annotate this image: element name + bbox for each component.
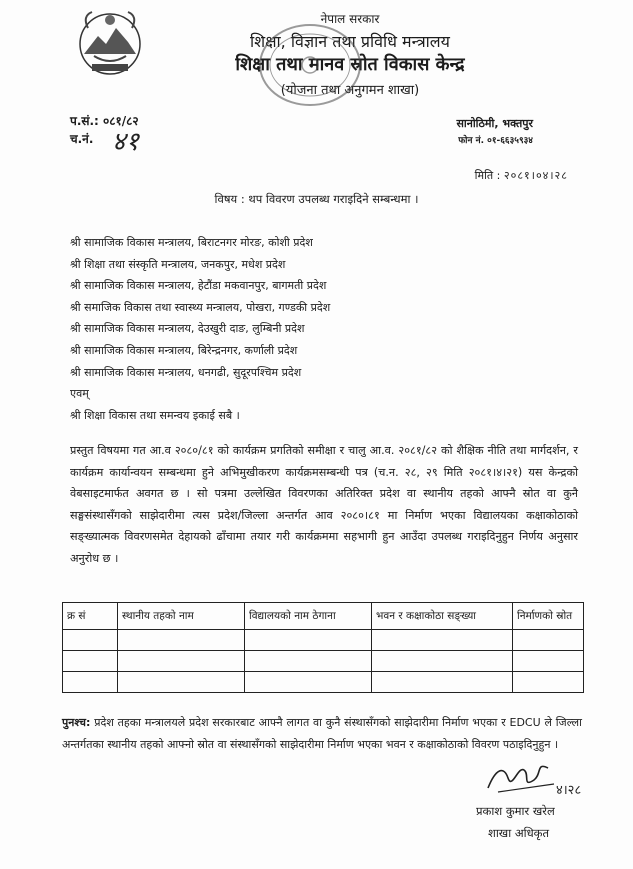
letter-subject: विषय : थप विवरण उपलब्ध गराइदिने सम्बन्धमा ।	[214, 192, 419, 206]
table-cell	[372, 672, 513, 693]
recipient-item: श्री सामाजिक विकास मन्त्रालय, देउखुरी दाङ, लुम्बिनी प्रदेश	[70, 322, 305, 336]
recipient-item: श्री सामाजिक विकास मन्त्रालय, बिरेन्द्रनगर, कर्णाली प्रदेश	[70, 343, 298, 357]
postscript-label: पुनश्च:	[62, 716, 91, 729]
reference-chn	[70, 130, 93, 147]
table-cell	[118, 651, 245, 672]
table-cell	[513, 651, 584, 672]
nepal-emblem-icon	[70, 6, 150, 78]
letterhead-government: नेपाल सरकार	[320, 12, 380, 26]
postscript-text: प्रदेश तहका मन्त्रालयले प्रदेश सरकारबाट आफ्नै लागत वा कुनै संस्थासँगको साझेदारीमा निर्माण भएका र EDCU ले जिल्ला अन्तर्गतका स्थानीय तहको आफ्नो स्रोत वा संस्थासँगको साझेदारीमा निर्माण भएका भवन र कक्षाकोठाको विवरण पठाइदिनुहुन ।	[62, 716, 582, 751]
letter-body: प्रस्तुत विषयमा गत आ.व २०८०/८१ को कार्यक्रम प्रगतिको समीक्षा र चालु आ.व. २०८१/८२ को शैक्षिक नीति तथा मार्गदर्शन, र कार्यक्रम कार्यान्वयन सम्बन्धमा हुने अभिमुखीकरण कार्यक्रमसम्बन्धी पत्र (च.न. २८, २९ मिति २०८१।४।२१) यस केन्द्रको वेबसाइटमार्फत अवगत छ । सो पत्रमा उल्लेखित विवरणका अतिरिक्त प्रदेश वा स्थानीय तहको आफ्नै स्रोत वा कुनै सङ्घसंस्थासँगको साझेदारीमा त्यस प्रदेश/जिल्ला अन्तर्गत आव २०८०।८१ मा निर्माण भएका विद्यालयका कक्षाकोठाको सङ्ख्यात्मक विवरणसमेत देहायको ढाँचामा तयार गरी कार्यक्रममा सहभागी हुन आउँदा उपलब्ध गराइदिनुहुन निर्णय अनुसार अनुरोध छ ।	[70, 444, 578, 565]
table-cell	[372, 630, 513, 651]
recipient-conjunction: एवम्	[70, 387, 89, 401]
table-header-cell: स्थानीय तहको नाम	[118, 603, 245, 630]
office-phone: फोन नं. ०१-६६३५९३४	[458, 136, 533, 146]
table-cell	[513, 672, 584, 693]
chn-value-handwritten: ४१	[112, 127, 140, 157]
table-cell	[513, 630, 584, 651]
letter-date	[475, 168, 568, 183]
table-header-cell: भवन र कक्षाकोठा सङ्ख्या	[372, 603, 513, 630]
signature-date: ४।२८	[556, 783, 582, 798]
table-row	[63, 630, 584, 651]
signature-icon	[478, 748, 588, 804]
table-cell	[372, 651, 513, 672]
office-address: सानोठिमी, भक्तपुर	[456, 117, 533, 130]
date-value: २०८१।०४।२८	[503, 169, 568, 182]
ps-label: प.सं.:	[70, 114, 99, 128]
table-header-cell: क्र सं	[63, 603, 118, 630]
recipient-list	[70, 232, 330, 426]
letterhead-ministry: शिक्षा, विज्ञान तथा प्रविधि मन्त्रालय	[250, 32, 450, 51]
table-cell	[63, 630, 118, 651]
chn-label: च.नं.	[70, 132, 94, 146]
recipient-item: श्री सामाजिक विकास मन्त्रालय, बिराटनगर मोरङ, कोशी प्रदेश	[70, 236, 313, 249]
table-cell	[118, 630, 245, 651]
table-cell	[245, 651, 372, 672]
table-row	[63, 672, 584, 693]
recipient-item: श्री सामाजिक विकास मन्त्रालय, धनगढी, सुदूरपश्चिम प्रदेश	[70, 365, 302, 379]
ps-value: ०८१/८२	[103, 114, 139, 128]
recipient-item: श्री समाजिक विकास तथा स्वास्थ्य मन्त्रालय, पोखरा, गण्डकी प्रदेश	[70, 300, 331, 314]
table-header-cell: निर्माणको स्रोत	[513, 603, 584, 630]
signatory-name: प्रकाश कुमार खरेल	[476, 804, 555, 818]
recipient-item: श्री सामाजिक विकास मन्त्रालय, हेटौंडा मकवानपुर, बागमती प्रदेश	[70, 279, 327, 293]
signatory-designation: शाखा अधिकृत	[488, 826, 550, 840]
table-header-row	[63, 603, 584, 630]
table-header-cell: विद्यालयको नाम ठेगाना	[245, 603, 372, 630]
table-cell	[245, 672, 372, 693]
letterhead-center: शिक्षा तथा मानव स्रोत विकास केन्द्र	[235, 54, 465, 75]
recipient-item: श्री शिक्षा तथा संस्कृति मन्त्रालय, जनकपुर, मधेश प्रदेश	[70, 257, 286, 271]
table-cell	[63, 672, 118, 693]
table-cell	[245, 630, 372, 651]
recipient-item: श्री शिक्षा विकास तथा समन्वय इकाई सबै ।	[70, 408, 240, 422]
table-cell	[63, 651, 118, 672]
details-table	[62, 602, 584, 693]
date-label: मिति :	[474, 169, 501, 182]
office-stamp-icon	[255, 20, 365, 110]
table-row	[63, 651, 584, 672]
table-cell	[118, 672, 245, 693]
letterhead-section: (योजना तथा अनुगमन शाखा)	[280, 83, 420, 98]
